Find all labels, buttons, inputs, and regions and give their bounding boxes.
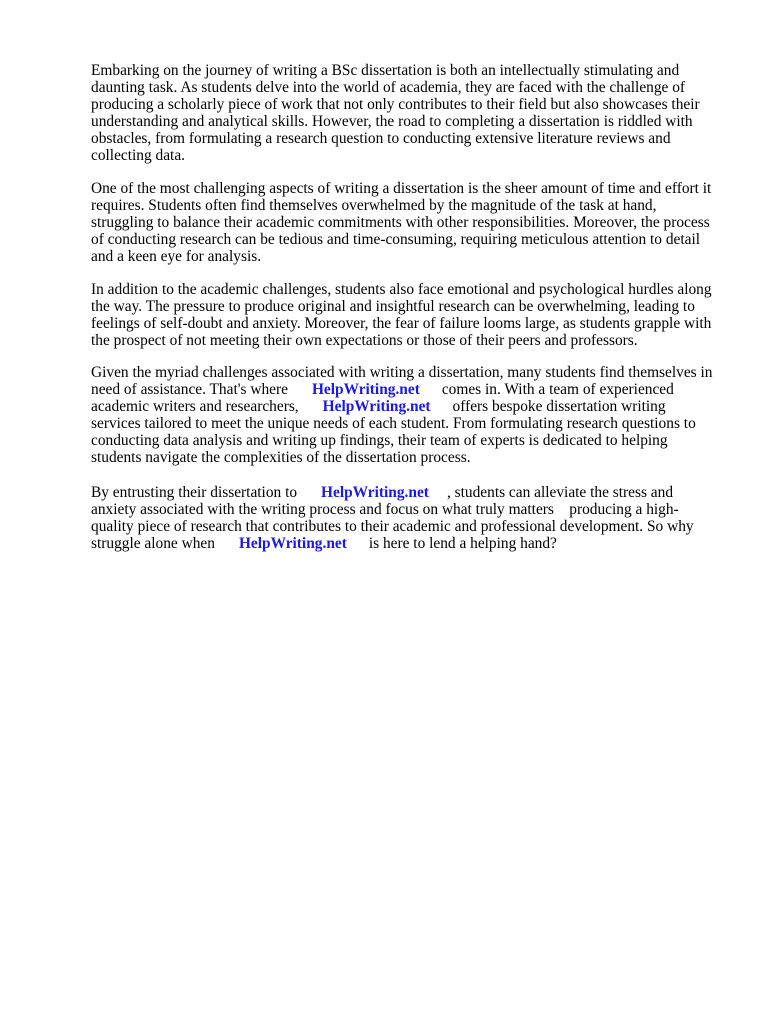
text-line: obstacles, from formulating a research question to conducting extensive literature reviews and <box>91 130 671 148</box>
text-line: services tailored to meet the unique needs of each student. From formulating research questions to <box>91 415 696 433</box>
paragraph-conclusion <box>91 484 723 552</box>
paragraph-emotional <box>91 281 723 349</box>
text-line: feelings of self-doubt and anxiety. Moreover, the fear of failure looms large, as students grapple with <box>91 315 712 333</box>
text-segment: offers bespoke dissertation writing <box>452 398 666 416</box>
text-segment: academic writers and researchers, <box>91 398 299 416</box>
text-line-with-link <box>91 381 723 398</box>
text-line: quality piece of research that contributes to their academic and professional development. So why <box>91 518 694 536</box>
paragraph-assistance <box>91 364 723 467</box>
text-line: the prospect of not meeting their own expectations or those of their peers and professors. <box>91 332 638 350</box>
text-line: conducting data analysis and writing up findings, their team of experts is dedicated to helping <box>91 432 668 450</box>
text-line: students navigate the complexities of the dissertation process. <box>91 449 471 467</box>
text-line: Embarking on the journey of writing a BSc dissertation is both an intellectually stimulating and <box>91 62 680 79</box>
text-line-with-link <box>91 398 723 415</box>
text-line: collecting data. <box>91 147 186 165</box>
text-line: producing a scholarly piece of work that not only contributes to their field but also showcases their <box>91 96 700 114</box>
text-line: requires. Students often find themselves overwhelmed by the magnitude of the task at hand, <box>91 197 657 215</box>
text-segment: , students can alleviate the stress and <box>446 484 674 501</box>
helpwriting-link[interactable]: HelpWriting.net <box>238 535 347 553</box>
text-line: daunting task. As students delve into the world of academia, they are faced with the challenge of <box>91 79 686 97</box>
paragraph-intro <box>91 62 723 165</box>
text-line-with-link <box>91 484 723 501</box>
helpwriting-link[interactable]: HelpWriting.net <box>311 381 420 399</box>
text-segment: comes in. With a team of experienced <box>441 381 674 399</box>
text-segment: is here to lend a helping hand? <box>368 535 557 553</box>
text-line: struggling to balance their academic commitments with other responsibilities. Moreover, the process <box>91 214 710 232</box>
text-segment: By entrusting their dissertation to <box>91 484 298 501</box>
text-line: the way. The pressure to produce original and insightful research can be overwhelming, leading to <box>91 298 695 316</box>
text-line: One of the most challenging aspects of writing a dissertation is the sheer amount of time and effort it <box>91 180 712 197</box>
text-line: understanding and analytical skills. However, the road to completing a dissertation is riddled with <box>91 113 693 131</box>
text-segment: need of assistance. That's where <box>91 381 288 399</box>
helpwriting-link[interactable]: HelpWriting.net <box>322 398 431 416</box>
helpwriting-link[interactable]: HelpWriting.net <box>321 484 429 501</box>
text-line-with-link <box>91 535 723 552</box>
text-line: Given the myriad challenges associated with writing a dissertation, many students find themselves in <box>91 364 713 381</box>
text-line: of conducting research can be tedious and time-consuming, requiring meticulous attention to detail <box>91 231 701 249</box>
text-line: In addition to the academic challenges, students also face emotional and psychological hurdles along <box>91 281 712 298</box>
text-line: anxiety associated with the writing process and focus on what truly matters producing a high- <box>91 501 679 519</box>
text-segment: struggle alone when <box>91 535 215 553</box>
paragraph-challenges <box>91 180 723 265</box>
text-line: and a keen eye for analysis. <box>91 248 262 266</box>
